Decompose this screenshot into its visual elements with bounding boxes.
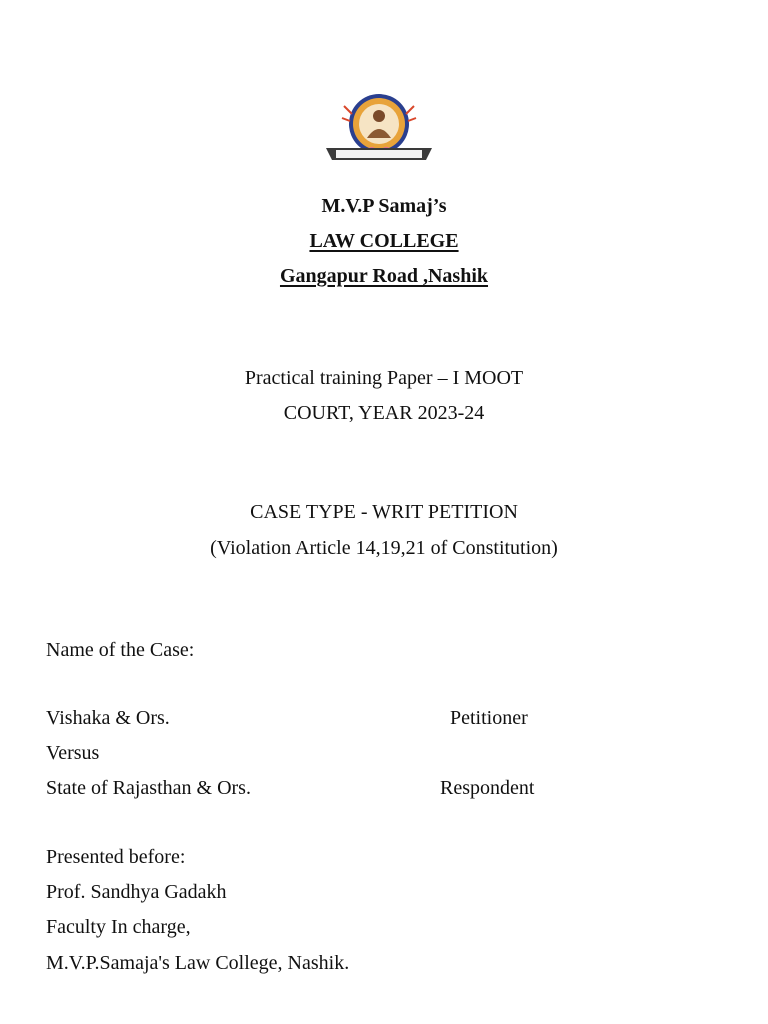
presenter-designation: Faculty In charge, xyxy=(46,916,191,938)
college-logo xyxy=(322,86,436,166)
presenter-name: Prof. Sandhya Gadakh xyxy=(46,881,227,903)
case-name-label: Name of the Case: xyxy=(46,639,195,661)
college-name: LAW COLLEGE xyxy=(309,230,459,252)
college-address: Gangapur Road ,Nashik xyxy=(279,265,489,287)
logo-banner-inner xyxy=(336,150,422,158)
case-type-subtitle: (Violation Article 14,19,21 of Constitution) xyxy=(210,537,558,559)
samaj-name: M.V.P Samaj’s xyxy=(321,195,447,217)
case-type-title: CASE TYPE - WRIT PETITION xyxy=(250,501,518,523)
respondent-name: State of Rajasthan & Ors. xyxy=(46,777,251,799)
respondent-role: Respondent xyxy=(440,777,535,799)
paper-title-line-2: COURT, YEAR 2023-24 xyxy=(283,402,485,424)
paper-title-line-1: Practical training Paper – I MOOT xyxy=(244,367,524,389)
petitioner-name: Vishaka & Ors. xyxy=(46,707,170,729)
presented-label: Presented before: xyxy=(46,846,186,868)
petitioner-role: Petitioner xyxy=(450,707,528,729)
presenter-institution: M.V.P.Samaja's Law College, Nashik. xyxy=(46,952,350,974)
versus-label: Versus xyxy=(46,742,100,764)
logo-figure-head xyxy=(373,110,385,122)
